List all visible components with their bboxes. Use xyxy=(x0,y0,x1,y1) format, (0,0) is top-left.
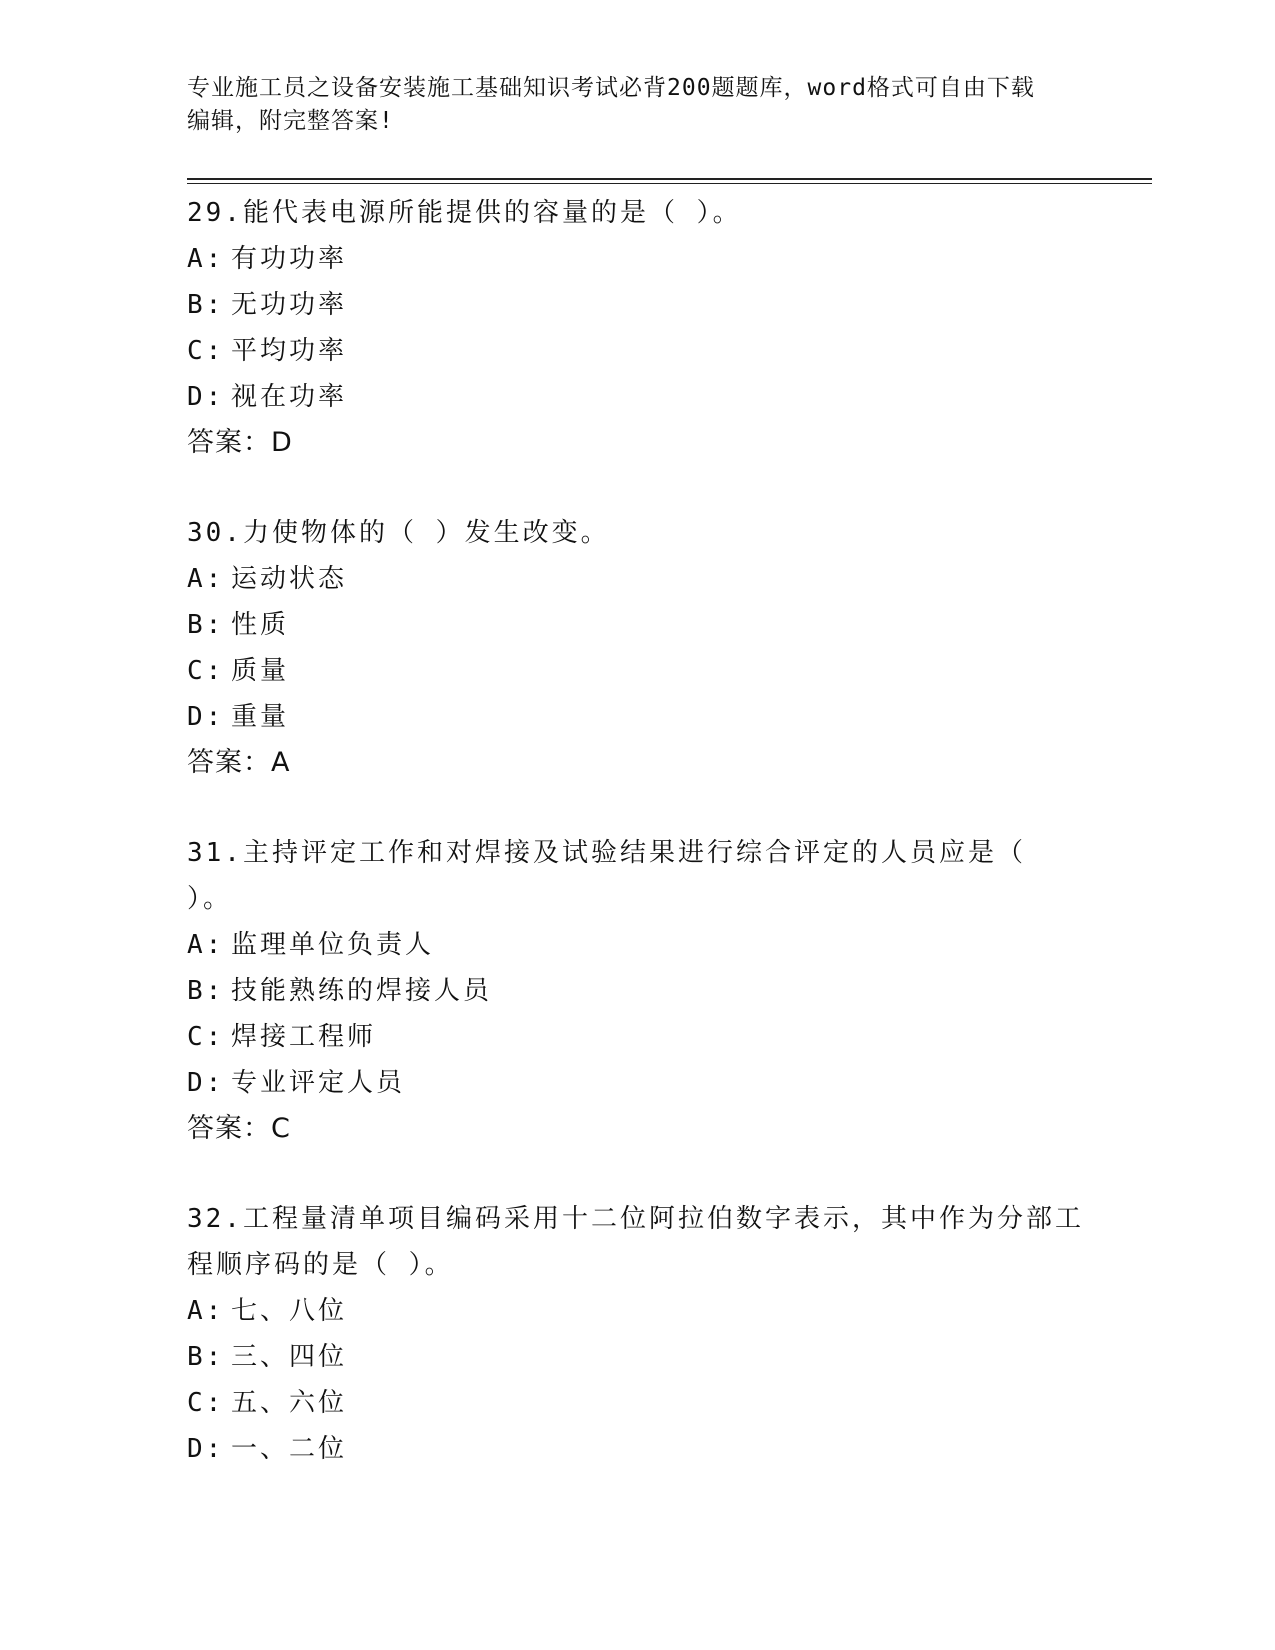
option-key: D: xyxy=(187,382,225,412)
question-text: 工程量清单项目编码采用十二位阿拉伯数字表示，其中作为分部工程顺序码的是（ ）。 xyxy=(187,1204,1084,1280)
option-text: 五、六位 xyxy=(231,1388,348,1418)
header-divider-thick xyxy=(187,178,1152,180)
answer-line: 答案：A xyxy=(187,747,291,778)
option-d xyxy=(187,1426,1087,1472)
option-text: 质量 xyxy=(231,656,290,686)
question-text: 能代表电源所能提供的容量的是（ ）。 xyxy=(242,198,742,228)
question-number: 32. xyxy=(187,1204,243,1234)
option-b xyxy=(187,282,1087,328)
header-title-line-2: 编辑，附完整答案! xyxy=(187,108,394,134)
option-key: D: xyxy=(187,1068,225,1098)
question-stem xyxy=(187,510,1087,556)
option-c xyxy=(187,1380,1087,1426)
question-number: 30. xyxy=(187,518,243,548)
option-b xyxy=(187,968,1087,1014)
option-c xyxy=(187,1014,1087,1060)
option-key: C: xyxy=(187,1388,225,1418)
option-key: A: xyxy=(187,930,225,960)
option-a xyxy=(187,556,1087,602)
option-key: A: xyxy=(187,244,225,274)
option-d xyxy=(187,1060,1087,1106)
option-b xyxy=(187,1334,1087,1380)
question-stem xyxy=(187,190,1087,236)
question-number: 29. xyxy=(187,198,243,228)
option-text: 三、四位 xyxy=(231,1342,348,1372)
answer-line: 答案：D xyxy=(187,427,293,458)
question-text: 主持评定工作和对焊接及试验结果进行综合评定的人员应是（ ）。 xyxy=(187,838,1026,914)
option-key: A: xyxy=(187,564,225,594)
option-key: C: xyxy=(187,656,225,686)
document-header xyxy=(187,72,1067,138)
question-30 xyxy=(187,510,1087,786)
option-text: 技能熟练的焊接人员 xyxy=(231,976,493,1006)
option-b xyxy=(187,602,1087,648)
option-key: B: xyxy=(187,976,225,1006)
option-key: B: xyxy=(187,290,225,320)
option-key: B: xyxy=(187,610,225,640)
option-a xyxy=(187,922,1087,968)
option-d xyxy=(187,694,1087,740)
option-text: 一、二位 xyxy=(231,1434,348,1464)
option-text: 焊接工程师 xyxy=(231,1022,377,1052)
question-31 xyxy=(187,830,1087,1152)
option-d xyxy=(187,374,1087,420)
option-a xyxy=(187,236,1087,282)
option-key: D: xyxy=(187,1434,225,1464)
option-key: A: xyxy=(187,1296,225,1326)
option-text: 专业评定人员 xyxy=(231,1068,406,1098)
option-text: 七、八位 xyxy=(231,1296,348,1326)
option-key: D: xyxy=(187,702,225,732)
question-text: 力使物体的（ ）发生改变。 xyxy=(242,518,610,548)
answer-line: 答案：C xyxy=(187,1113,291,1144)
header-title-line-1: 专业施工员之设备安装施工基础知识考试必背200题题库，word格式可自由下载 xyxy=(187,75,1035,101)
question-32 xyxy=(187,1196,1087,1472)
option-c xyxy=(187,648,1087,694)
option-key: C: xyxy=(187,1022,225,1052)
option-c xyxy=(187,328,1087,374)
header-divider-thin xyxy=(187,183,1152,184)
option-text: 性质 xyxy=(231,610,290,640)
question-stem xyxy=(187,830,1087,922)
option-text: 运动状态 xyxy=(231,564,348,594)
option-text: 重量 xyxy=(231,702,290,732)
question-list xyxy=(187,190,1087,1516)
option-text: 有功功率 xyxy=(231,244,348,274)
question-stem xyxy=(187,1196,1087,1288)
option-a xyxy=(187,1288,1087,1334)
option-text: 视在功率 xyxy=(231,382,348,412)
question-number: 31. xyxy=(187,838,243,868)
option-text: 平均功率 xyxy=(231,336,348,366)
option-text: 监理单位负责人 xyxy=(231,930,435,960)
question-29 xyxy=(187,190,1087,466)
option-key: B: xyxy=(187,1342,225,1372)
option-key: C: xyxy=(187,336,225,366)
option-text: 无功功率 xyxy=(231,290,348,320)
